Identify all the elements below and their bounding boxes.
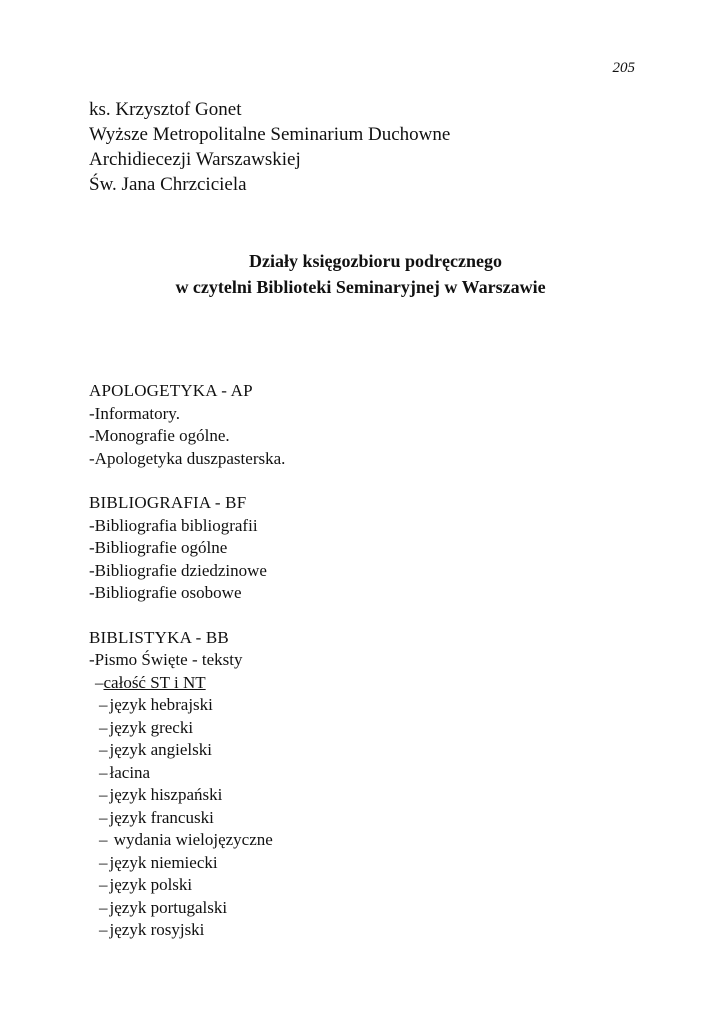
item-dash: –: [99, 740, 108, 759]
language-label: język angielski: [109, 740, 212, 759]
item-dash: –: [99, 875, 108, 894]
list-item: -Pismo Święte - teksty: [89, 650, 243, 669]
item-dash: –: [99, 695, 108, 714]
list-item: [89, 897, 285, 920]
author-block: [89, 97, 450, 197]
document-title: [0, 248, 711, 300]
institution-line-3: Św. Jana Chrzciciela: [89, 174, 247, 195]
item-dash: –: [99, 807, 108, 827]
language-label: język hebrajski: [109, 695, 213, 714]
institution-line-1: Wyższe Metropolitalne Seminarium Duchowne: [89, 124, 451, 145]
list-item: -Bibliografie dziedzinowe: [89, 560, 267, 580]
list-item: -Informatory.: [89, 403, 180, 423]
section-bibliografia: [89, 492, 285, 605]
item-dash: –: [99, 897, 108, 917]
item-dash: –: [99, 830, 108, 849]
list-item: [89, 694, 285, 717]
item-dash: –: [99, 852, 108, 872]
language-label: wydania wielojęzyczne: [109, 830, 273, 849]
language-label: język rosyjski: [109, 920, 205, 939]
title-line-1: Działy księgozbioru podręcznego: [249, 251, 502, 271]
list-item: -Monografie ogólne.: [89, 426, 230, 445]
list-item: [89, 762, 285, 785]
list-item: [89, 784, 285, 807]
list-item: [89, 829, 285, 852]
page-number: 205: [612, 60, 635, 76]
list-item: -Bibliografia bibliografii: [89, 515, 258, 535]
subsection-title: całość ST i NT: [103, 672, 206, 692]
list-item: -Apologetyka duszpasterska.: [89, 448, 286, 468]
language-label: język francuski: [109, 807, 214, 827]
item-dash: –: [99, 785, 108, 804]
list-item: [89, 807, 285, 830]
list-item: [89, 717, 285, 740]
section-apologetyka: [89, 380, 285, 470]
subsection-dash: –: [95, 672, 104, 692]
language-label: język grecki: [109, 717, 194, 737]
section-heading: APOLOGETYKA - AP: [89, 381, 253, 400]
list-item: -Bibliografie osobowe: [89, 583, 242, 602]
institution-line-2: Archidiecezji Warszawskiej: [89, 149, 301, 170]
section-list: [89, 380, 285, 964]
language-label: język hiszpański: [109, 785, 223, 804]
language-label: łacina: [109, 762, 151, 782]
language-label: język niemiecki: [109, 852, 218, 872]
language-label: język portugalski: [109, 897, 228, 917]
item-dash: –: [99, 717, 108, 737]
section-heading: BIBLIOGRAFIA - BF: [89, 493, 247, 512]
list-item: [89, 739, 285, 762]
list-item: [89, 852, 285, 875]
list-item: -Bibliografie ogólne: [89, 538, 228, 557]
item-dash: –: [99, 762, 108, 782]
section-biblistyka: [89, 627, 285, 942]
list-item: [89, 874, 285, 897]
item-dash: –: [99, 920, 108, 939]
list-item: [89, 919, 285, 942]
language-label: język polski: [109, 875, 193, 894]
section-heading: BIBLISTYKA - BB: [89, 627, 229, 647]
subsection-label: [89, 672, 285, 695]
title-line-2: w czytelni Biblioteki Seminaryjnej w Warszawie: [175, 277, 546, 297]
author-name: ks. Krzysztof Gonet: [89, 99, 242, 120]
